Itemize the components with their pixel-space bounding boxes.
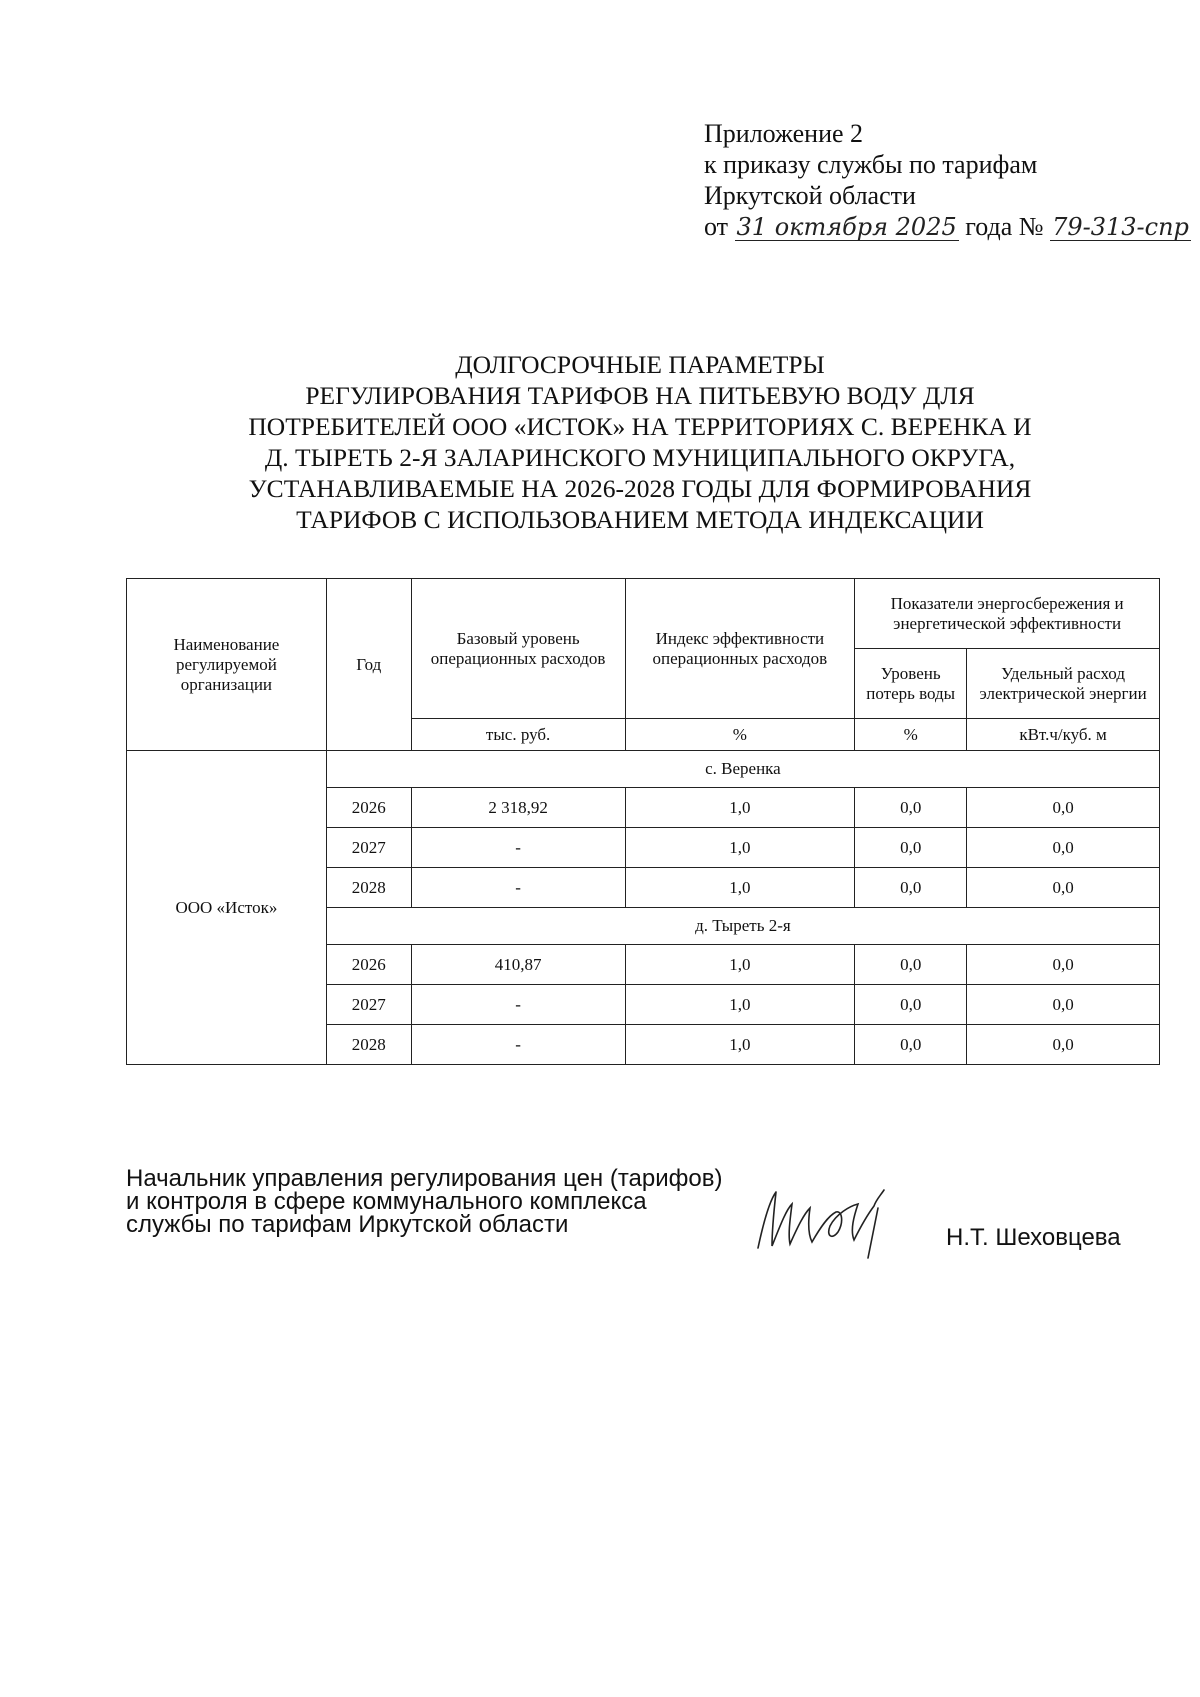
- table-header-row: [127, 579, 1160, 649]
- title-line: Д. ТЫРЕТЬ 2-Я ЗАЛАРИНСКОГО МУНИЦИПАЛЬНОГО ОКРУГА,: [264, 443, 1016, 472]
- cell-index: 1,0: [625, 985, 855, 1025]
- cell-losses: 0,0: [855, 828, 967, 868]
- unit-losses: %: [855, 719, 967, 751]
- cell-year: 2028: [326, 1025, 411, 1065]
- header-index: Индекс эффективности операционных расходов: [625, 579, 855, 719]
- cell-year: 2027: [326, 828, 411, 868]
- unit-index: %: [625, 719, 855, 751]
- cell-losses: 0,0: [855, 788, 967, 828]
- location-label: д. Тыреть 2-я: [326, 908, 1159, 945]
- cell-index: 1,0: [625, 788, 855, 828]
- cell-year: 2028: [326, 868, 411, 908]
- cell-year: 2026: [326, 788, 411, 828]
- cell-index: 1,0: [625, 945, 855, 985]
- from-label: от: [704, 212, 729, 241]
- cell-losses: 0,0: [855, 945, 967, 985]
- header-energy-group: Показатели энергосбережения и энергетической эффективности: [855, 579, 1160, 649]
- header-org: Наименование регулируемой организации: [127, 579, 327, 751]
- cell-specific: 0,0: [967, 868, 1160, 908]
- header-base: Базовый уровень операционных расходов: [411, 579, 625, 719]
- title-line: УСТАНАВЛИВАЕМЫЕ НА 2026-2028 ГОДЫ ДЛЯ ФОРМИРОВАНИЯ: [248, 474, 1032, 503]
- document-title: [200, 349, 1080, 535]
- header-year: Год: [326, 579, 411, 751]
- organization-cell: ООО «Исток»: [127, 751, 327, 1065]
- location-label: с. Веренка: [326, 751, 1159, 788]
- title-line: РЕГУЛИРОВАНИЯ ТАРИФОВ НА ПИТЬЕВУЮ ВОДУ ДЛЯ: [305, 381, 975, 410]
- title-line: ПОТРЕБИТЕЛЕЙ ООО «ИСТОК» НА ТЕРРИТОРИЯХ С. ВЕРЕНКА И: [248, 412, 1032, 441]
- cell-specific: 0,0: [967, 985, 1160, 1025]
- cell-year: 2027: [326, 985, 411, 1025]
- location-row: [127, 751, 1160, 788]
- handwritten-signature: [750, 1170, 950, 1260]
- cell-base: -: [411, 985, 625, 1025]
- title-line: ДОЛГОСРОЧНЫЕ ПАРАМЕТРЫ: [455, 350, 825, 379]
- cell-index: 1,0: [625, 868, 855, 908]
- header-losses: Уровень потерь воды: [855, 649, 967, 719]
- cell-specific: 0,0: [967, 788, 1160, 828]
- cell-base: 410,87: [411, 945, 625, 985]
- handwritten-number: 79-313-спр: [1052, 213, 1189, 241]
- cell-specific: 0,0: [967, 1025, 1160, 1065]
- parameters-table: [126, 578, 1160, 1065]
- cell-losses: 0,0: [855, 1025, 967, 1065]
- cell-base: -: [411, 868, 625, 908]
- appendix-date-line: [704, 211, 1191, 242]
- cell-year: 2026: [326, 945, 411, 985]
- appendix-line-2: к приказу службы по тарифам: [704, 150, 1038, 179]
- handwritten-date: 31 октября 2025: [736, 213, 957, 241]
- appendix-line-1: Приложение 2: [704, 119, 864, 148]
- appendix-header: [704, 118, 1191, 242]
- cell-base: 2 318,92: [411, 788, 625, 828]
- header-specific: Удельный расход электрической энергии: [967, 649, 1160, 719]
- cell-index: 1,0: [625, 828, 855, 868]
- cell-base: -: [411, 828, 625, 868]
- signer-name: Н.Т. Шеховцева: [946, 1224, 1121, 1251]
- cell-specific: 0,0: [967, 945, 1160, 985]
- cell-losses: 0,0: [855, 868, 967, 908]
- title-line: ТАРИФОВ С ИСПОЛЬЗОВАНИЕМ МЕТОДА ИНДЕКСАЦИИ: [296, 505, 984, 534]
- cell-losses: 0,0: [855, 985, 967, 1025]
- signatory-position-line: и контроля в сфере коммунального комплекса: [126, 1188, 647, 1215]
- signatory-position-line: службы по тарифам Иркутской области: [126, 1211, 569, 1238]
- cell-specific: 0,0: [967, 828, 1160, 868]
- signatory-position-line: Начальник управления регулирования цен (тарифов): [126, 1165, 723, 1192]
- unit-specific: кВт.ч/куб. м: [967, 719, 1160, 751]
- cell-base: -: [411, 1025, 625, 1065]
- unit-base: тыс. руб.: [411, 719, 625, 751]
- cell-index: 1,0: [625, 1025, 855, 1065]
- year-label: года №: [965, 212, 1044, 241]
- appendix-line-3: Иркутской области: [704, 181, 916, 210]
- signature-block: [126, 1167, 722, 1236]
